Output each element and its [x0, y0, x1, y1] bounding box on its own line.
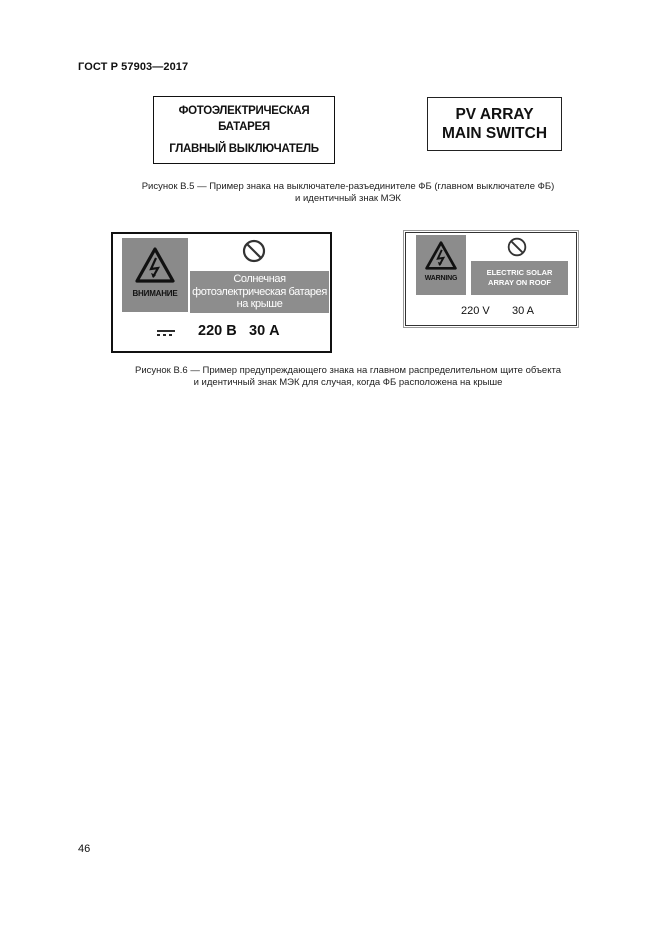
voltage-value-en: 220 V	[461, 305, 490, 317]
warning-label-en: WARNING	[424, 275, 458, 282]
sign-ru-line2: БАТАРЕЯ	[218, 121, 270, 133]
roof-array-en-line2: ARRAY ON ROOF	[488, 278, 551, 287]
figure-b6-caption	[90, 365, 606, 389]
page-number: 46	[78, 843, 91, 855]
roof-array-en-line1: ELECTRIC SOLAR	[486, 268, 553, 277]
roof-pv-warning-sign-ru	[111, 232, 332, 353]
pv-main-switch-sign-en	[427, 97, 562, 151]
dc-symbol-icon	[156, 329, 176, 337]
figure-b6-caption-line2: и идентичный знак МЭК для случая, когда ФБ расположена на крыше	[193, 377, 503, 388]
figure-b5-caption-line2: и идентичный знак МЭК	[295, 193, 401, 204]
high-voltage-warning-icon	[135, 247, 175, 283]
document-header: ГОСТ Р 57903—2017	[78, 61, 189, 73]
prohibition-icon	[242, 239, 266, 263]
sign-en-line2: MAIN SWITCH	[441, 125, 548, 142]
warning-label: ВНИМАНИЕ	[132, 289, 178, 298]
prohibition-icon	[507, 237, 527, 257]
roof-array-label-en	[471, 261, 568, 295]
sign-en-line1: PV ARRAY	[455, 106, 534, 123]
roof-array-line1: Солнечная	[233, 273, 286, 286]
figure-b6-caption-line1: Рисунок В.6 — Пример предупреждающего знака на главном распределительном щите объекта	[134, 365, 561, 376]
figure-b5-caption	[100, 181, 596, 205]
roof-array-label	[190, 271, 329, 313]
current-value-en: 30 A	[512, 305, 535, 317]
high-voltage-warning-icon	[425, 241, 457, 270]
roof-pv-warning-sign-en	[405, 232, 577, 326]
warning-panel	[122, 238, 188, 312]
sign-ru-line3: ГЛАВНЫЙ ВЫКЛЮЧАТЕЛЬ	[169, 143, 319, 155]
roof-array-line3: на крыше	[236, 298, 283, 311]
sign-ru-line1: ФОТОЭЛЕКТРИЧЕСКАЯ	[178, 105, 310, 117]
roof-array-line2: фотоэлектрическая батарея	[192, 285, 327, 298]
figure-b5-caption-line1: Рисунок В.5 — Пример знака на выключателе-разъединителе ФБ (главном выключателе ФБ)	[141, 181, 555, 192]
current-value: 30 А	[249, 323, 280, 339]
pv-main-switch-sign-ru	[153, 96, 335, 164]
voltage-value: 220 В	[198, 323, 237, 339]
warning-panel-en	[416, 235, 466, 295]
